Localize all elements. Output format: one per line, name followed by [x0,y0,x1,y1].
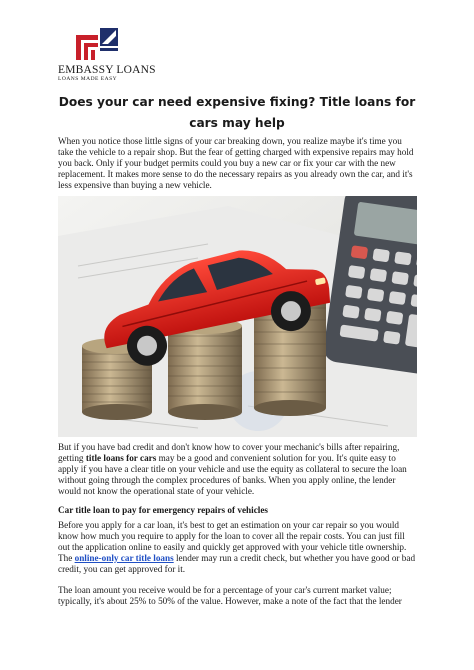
title-loans-highlight: title loans for cars [85,452,157,463]
section-subheading: Car title loan to pay for emergency repairs of vehicles [58,505,268,515]
article-photo [58,196,417,437]
embassy-loans-emblem-icon [76,28,120,60]
para3-text-end: lender may run a credit check, but whether you have good or bad credit, you can get approved for it. [58,552,416,574]
car-on-coins-illustration [58,196,417,437]
para2-text-start: But if you have bad credit and don't know how to cover your mechanic's bills after repairing, getting [58,442,400,463]
estimation-paragraph [58,520,418,575]
brand-logo [58,28,154,83]
loan-amount-paragraph: The loan amount you receive would be for a percentage of your car's current market value; typically, it's about 25% to 50% of the value. However, make a note of the fact that the lender [58,585,402,606]
para2-text-end: may be a good and convenient solution for you. It's quite easy to apply if you have a clear title on your vehicle and use the equity as collateral to secure the loan without going through the complex procedures of banks. When you apply online, the lender would not know the operational state of your vehicle. [58,452,407,496]
brand-name: EMBASSY LOANS [58,64,156,76]
brand-tagline: LOANS MADE EASY [58,76,118,82]
online-title-loans-link[interactable]: online-only car title loans [74,552,174,563]
bad-credit-paragraph [58,442,418,497]
article-title: Does your car need expensive fixing? Title loans for cars may help [58,95,416,130]
intro-paragraph: When you notice those little signs of your car breaking down, you realize maybe it's time you take the vehicle to a repair shop. But the fear of getting charged with expensive repairs may hold you back. Only if your budget permits could you buy a new car or fix your car with the new replacement. It makes more sense to do the necessary repairs as you already own the car, and it's less expensive than buying a new vehicle. [58,136,414,190]
para3-text-start: Before you apply for a car loan, it's best to get an estimation on your car repair so you would know how much you require to apply for the loan to cover all the repair costs. You can just fill out the application online to easily and quickly get approved with your vehicle title ownership. The [58,520,407,563]
